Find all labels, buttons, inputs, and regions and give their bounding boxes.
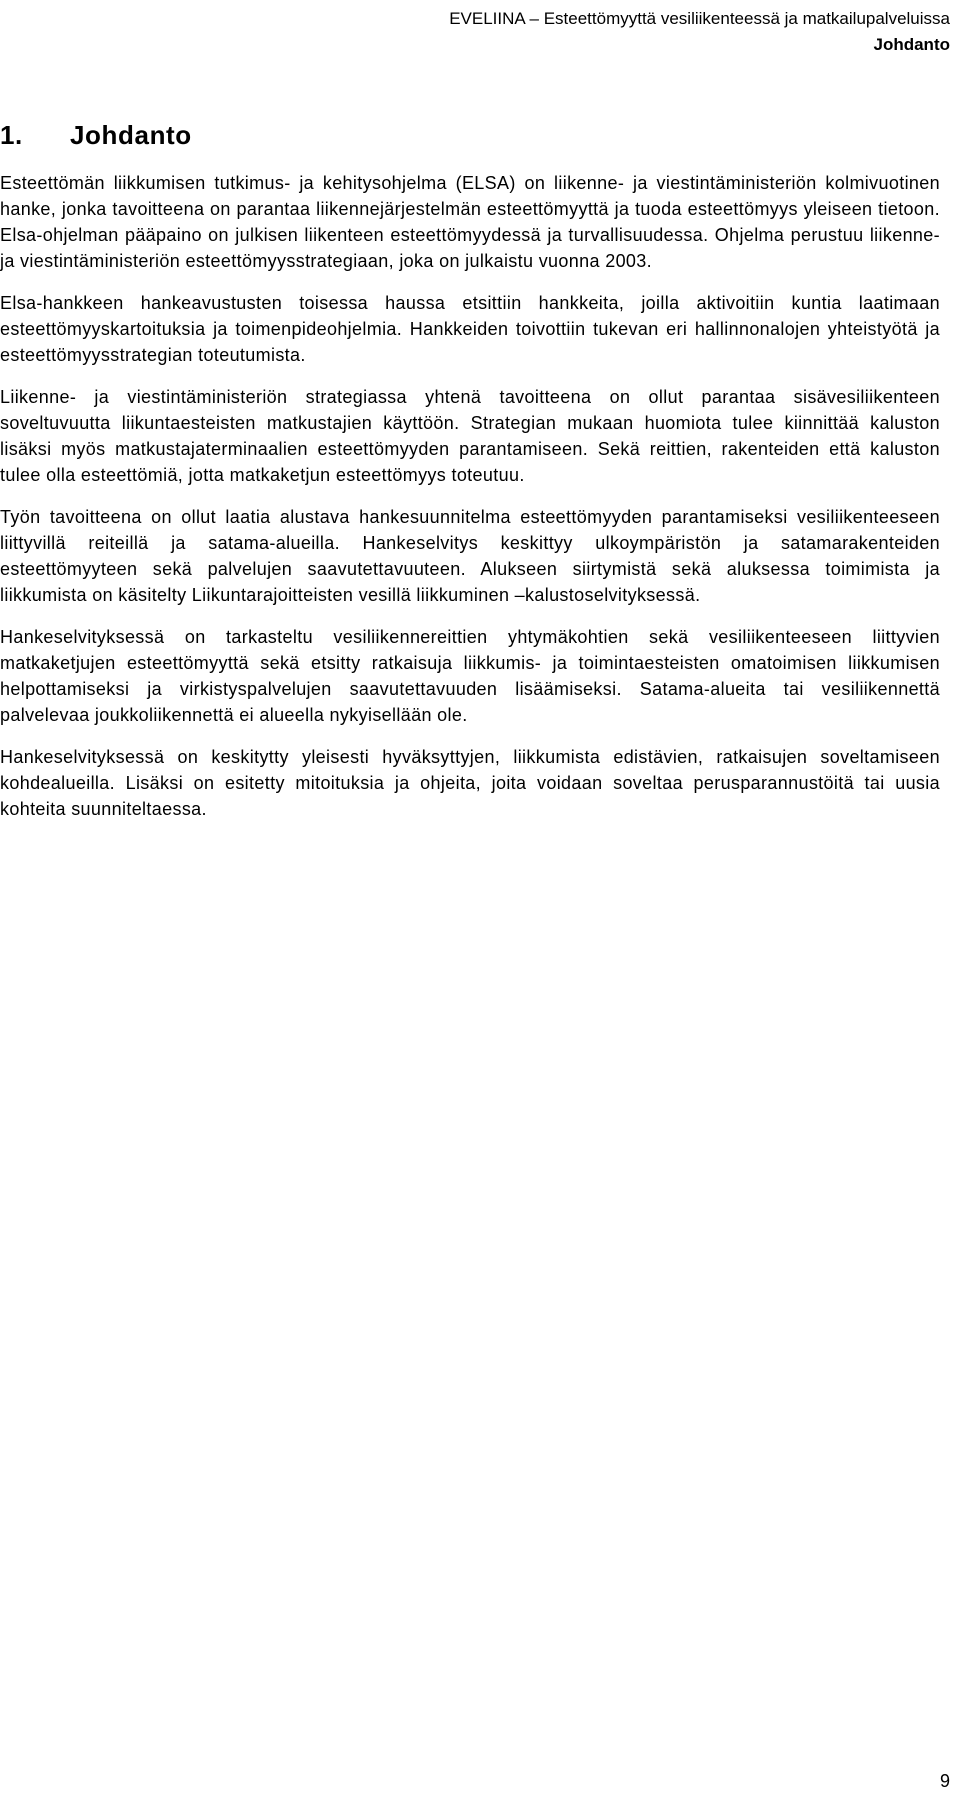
- section-name: Johdanto: [873, 35, 950, 54]
- page-number: 9: [939, 1771, 950, 1791]
- body-text: [0, 170, 940, 838]
- paragraph: Liikenne- ja viestintäministeriön strategiassa yhtenä tavoitteena on ollut parantaa sisävesiliikenteen soveltuvuutta liikuntaesteisten matkustajien käyttöön. Strategian mukaan huomiota tulee kiinnittää kaluston lisäksi myös matkustajaterminaalien esteettömyyden parantamiseen. Sekä reittien, rakenteiden että kaluston tulee olla esteettömiä, jotta matkaketjun esteettömyys toteutuu.: [0, 387, 940, 485]
- running-header: [449, 6, 950, 58]
- paragraph: Työn tavoitteena on ollut laatia alustava hankesuunnitelma esteettömyyden parantamiseksi vesiliikenteeseen liittyvillä reiteillä ja satama-alueilla. Hankeselvitys keskittyy ulkoympäristön ja satamarakenteiden esteettömyyteen sekä palvelujen saavutettavuuteen. Alukseen siirtymistä sekä aluksessa toimimista ja liikkumista on käsitelty Liikuntarajoitteisten vesillä liikkuminen –kalustoselvityksessä.: [0, 507, 940, 605]
- document-title: EVELIINA – Esteettömyyttä vesiliikenteessä ja matkailupalveluissa: [449, 9, 950, 28]
- chapter-number: 1.: [0, 120, 23, 150]
- paragraph: Elsa-hankkeen hankeavustusten toisessa haussa etsittiin hankkeita, joilla aktivoitiin kuntia laatimaan esteettömyyskartoituksia ja toimenpideohjelmia. Hankkeiden toivottiin tukevan eri hallinnonalojen yhteistyötä ja esteettömyysstrategian toteutumista.: [0, 293, 940, 365]
- paragraph: Hankeselvityksessä on keskitytty yleisesti hyväksyttyjen, liikkumista edistävien, ratkaisujen soveltamiseen kohdealueilla. Lisäksi on esitetty mitoituksia ja ohjeita, joita voidaan soveltaa perusparannustöitä tai uusia kohteita suunniteltaessa.: [0, 747, 940, 819]
- paragraph: Esteettömän liikkumisen tutkimus- ja kehitysohjelma (ELSA) on liikenne- ja viestintäministeriön kolmivuotinen hanke, jonka tavoitteena on parantaa liikennejärjestelmän esteettömyyttä ja tuoda esteettömyys yleiseen tietoon. Elsa-ohjelman pääpaino on julkisen liikenteen esteettömyydessä ja turvallisuudessa. Ohjelma perustuu liikenne- ja viestintäministeriön esteettömyysstrategiaan, joka on julkaistu vuonna 2003.: [0, 173, 940, 271]
- chapter-heading: [0, 120, 192, 151]
- paragraph: Hankeselvityksessä on tarkasteltu vesiliikennereittien yhtymäkohtien sekä vesiliikenteeseen liittyvien matkaketjujen esteettömyyttä sekä etsitty ratkaisuja liikkumis- ja toimintaesteisten omatoimisen liikkumisen helpottamiseksi ja virkistyspalvelujen saavutettavuuden lisäämiseksi. Satama-alueita tai vesiliikennettä palvelevaa joukkoliikennettä ei alueella nykyisellään ole.: [0, 627, 940, 725]
- chapter-title: Johdanto: [70, 120, 192, 150]
